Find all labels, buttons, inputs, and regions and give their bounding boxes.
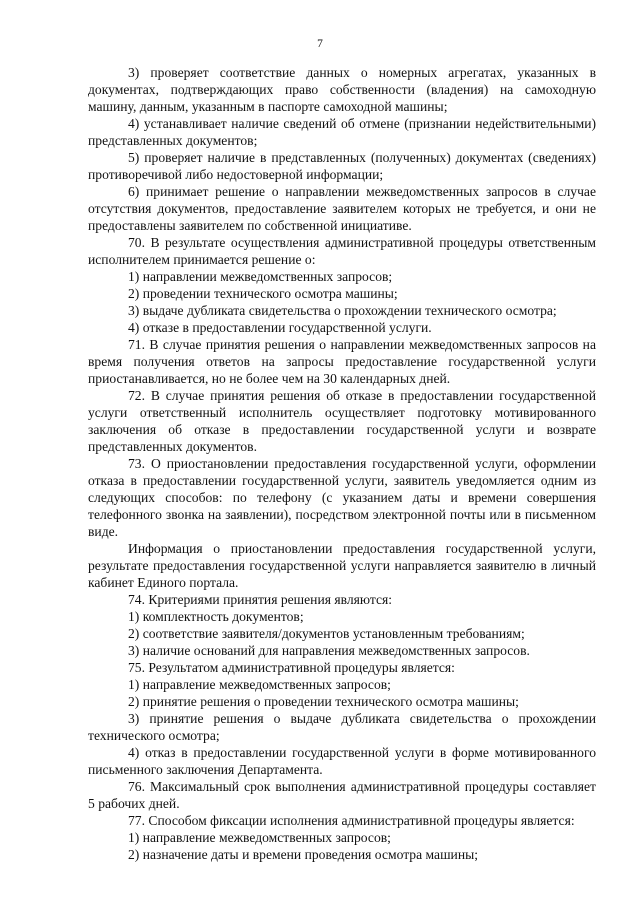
document-body xyxy=(88,64,596,863)
list-item: 1) направление межведомственных запросов; xyxy=(128,677,391,692)
paragraph: 75. Результатом административной процедуры является: xyxy=(128,660,455,675)
paragraph: 70. В результате осуществления административной процедуры ответственным исполнителем принимается решение о: xyxy=(88,235,596,267)
list-item: 1) направление межведомственных запросов; xyxy=(128,830,391,845)
list-item: 2) принятие решения о проведении технического осмотра машины; xyxy=(128,694,519,709)
paragraph: Информация о приостановлении предоставления государственной услуги, результате предоставления государственной услуги направляется заявителю в личный кабинет Единого портала. xyxy=(88,541,596,590)
list-item: 2) назначение даты и времени проведения осмотра машины; xyxy=(128,847,478,862)
list-item: 1) комплектность документов; xyxy=(128,609,304,624)
list-item: 4) отказ в предоставлении государственной услуги в форме мотивированного письменного заключения Департамента. xyxy=(88,745,596,777)
page-number: 7 xyxy=(317,38,323,50)
paragraph: 77. Способом фиксации исполнения административной процедуры является: xyxy=(128,813,575,828)
list-item: 3) выдаче дубликата свидетельства о прохождении технического осмотра; xyxy=(128,303,557,318)
paragraph: 76. Максимальный срок выполнения административной процедуры составляет 5 рабочих дней. xyxy=(88,779,596,811)
list-item: 3) принятие решения о выдаче дубликата свидетельства о прохождении технического осмотра; xyxy=(88,711,596,743)
list-item: 4) отказе в предоставлении государственной услуги. xyxy=(128,320,432,335)
paragraph: 5) проверяет наличие в представленных (полученных) документах (сведениях) противоречивой либо недостоверной информации; xyxy=(88,150,596,182)
list-item: 2) проведении технического осмотра машины; xyxy=(128,286,398,301)
list-item: 1) направлении межведомственных запросов; xyxy=(128,269,393,284)
list-item: 2) соответствие заявителя/документов установленным требованиям; xyxy=(128,626,525,641)
paragraph: 3) проверяет соответствие данных о номерных агрегатах, указанных в документах, подтверждающих право собственности (владения) на самоходную машину, данным, указанным в паспорте самоходной машины; xyxy=(88,65,596,114)
paragraph: 72. В случае принятия решения об отказе в предоставлении государственной услуги ответственный исполнитель осуществляет подготовку мотивированного заключения об отказе в предоставлении государственной услуги и возврате представленных документов. xyxy=(88,388,596,454)
paragraph: 73. О приостановлении предоставления государственной услуги, оформлении отказа в предоставлении государственной услуги, заявитель уведомляется одним из следующих способов: по телефону (с указанием даты и времени совершения телефонного звонка на заявлении), посредством электронной почты или в письменном виде. xyxy=(88,456,596,539)
paragraph: 4) устанавливает наличие сведений об отмене (признании недействительными) представленных документов; xyxy=(88,116,596,148)
paragraph: 74. Критериями принятия решения являются: xyxy=(128,592,393,607)
paragraph: 6) принимает решение о направлении межведомственных запросов в случае отсутствия документов, предоставление заявителем которых не требуется, и они не предоставлены заявителем по собственной инициативе. xyxy=(88,184,596,233)
paragraph: 71. В случае принятия решения о направлении межведомственных запросов на время получения ответов на запросы предоставление государственной услуги приостанавливается, но не более чем на 30 календарных дней. xyxy=(88,337,596,386)
list-item: 3) наличие оснований для направления межведомственных запросов. xyxy=(128,643,530,658)
